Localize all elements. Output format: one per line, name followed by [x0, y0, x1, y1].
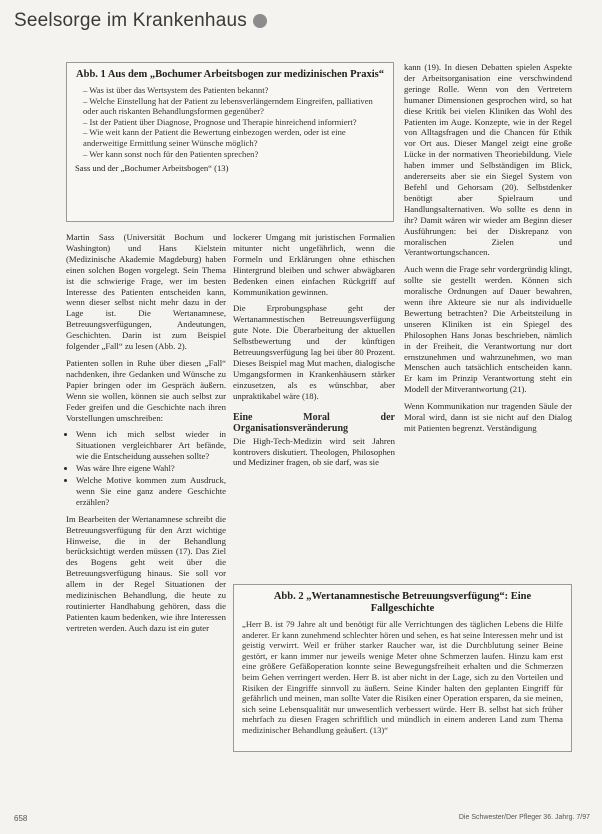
- section-bullet-icon: [253, 14, 267, 28]
- paragraph: Martin Sass (Universität Bochum und Washington) und Hans Kielstein (Medizinische Akademie Magdeburg) haben einen solchen Bogen vorgelegt. Sein Thema ist die schwierige Frage, wer im besten Interesse des Patienten entscheiden kann, wenn dieser selbst nicht mehr dazu in der Lage ist. Die Wertanamnese, Betreuungsverfügungen, Andeutungen, Geschichten. Darin ist zum Beispiel folgender „Fall“ zu lesen (Abb. 2).: [66, 232, 226, 352]
- figure-1-item: – Welche Einstellung hat der Patient zu lebensverlängerndem Eingreifen, palliativen oder auch riskanten Behandlungsformen gegenüber?: [83, 96, 385, 117]
- figure-box-2: [233, 584, 572, 752]
- question-item: • Was wäre Ihre eigene Wahl?: [76, 463, 226, 474]
- page-number: 658: [14, 814, 28, 823]
- paragraph: lockerer Umgang mit juristischen Formalien mitunter nicht ungefährlich, wenn die Formeln und Erklärungen ohne ethischen Hintergrund bleiben und schwer abwägbaren Bedenken einen einfachen Rückgriff auf Kommunikation gewinnen.: [233, 232, 395, 297]
- column-left: [66, 232, 226, 640]
- page-header: [14, 10, 267, 32]
- question-item: • Welche Motive kommen zum Ausdruck, wenn Sie eine ganz andere Geschichte erzählen?: [76, 475, 226, 508]
- figure-box-1: [66, 62, 394, 222]
- paragraph: Im Bearbeiten der Wertanamnese schreibt die Betreuungsverfügung für den Arzt wichtige Hinweise, die in der Behandlung berücksichtigt werden müssen (17). Das Ziel des Bogens geht weit über die Betreuungsverfügung hinaus. Sie soll vor allem in der Regel Situationen der medizinischen Behandlung, die heute zu routinierter Handhabung gehören, dass die Patienten kaum bedenken, wie ihre Interessen vertreten werden. Auch dazu ist ein guter: [66, 513, 226, 633]
- paragraph: kann (19). In diesen Debatten spielen Aspekte der Arbeitsorganisation eine verschwindend geringe Rolle. Wenn von den Vertretern humaner Dimensionen gesprochen wird, so hat diese Kritik bei vielen Kliniken das Wohl des Patienten im Auge. Konzepte, wie in der Regel von Alltagsfragen und die Chancen für Ethik vor Ort aus. Dieser Mangel zeigt eine große Lücke in der normativen Theoriebildung. Viele haben immer und Selbständigen im Blick, andererseits aber sie ein Siegel System von Befehl und Gehorsam (20). Selbstdenker benötigt aber Spielraum und Handlungsalternativen. Wo sollte es denn in ihr? Damit wären wir wieder am Beginn dieser Ausführungen: bei der Diskrepanz von moralischen Zielen und Verantwortungschancen.: [404, 62, 572, 258]
- question-item: • Wenn ich mich selbst wieder in Situationen vergleichbarer Art befände, wie die Entscheidung aussehen sollte?: [76, 429, 226, 462]
- figure-1-item: – Wer kann sonst noch für den Patienten sprechen?: [83, 149, 385, 160]
- figure-2-title: Abb. 2 „Wertanamnestische Betreuungsverfügung“: Eine Fallgeschichte: [273, 591, 532, 614]
- figure-2-text: „Herr B. ist 79 Jahre alt und benötigt für alle Verrichtungen des täglichen Lebens die Hilfe anderer. Er kann zunehmend schlechter hören und sehen, es hat seine Interessen mehr und ist geistig verwirrt. Weil er früher starker Raucher war, ist die Durchblutung seiner Beine gestört, er kann immer nur jeweils wenige Meter ohne Schmerzen laufen. Hinzu kam erst eine größere Gefäßoperation konnte seine Bewegungsfreiheit erhalten und die Schmerzen beim Gehen verringert werden. Herr B. ist aber nicht in der Lage, sich zu den Vorteilen und Risiken der Eingriffe sinnvoll zu äußern. Seine Kinder halten den geplanten Eingriff für gefährlich und meinen, man sollte Vater die Risiken einer Operation ersparen, da sie meinen, sich seine Lebensqualität nur unwesentlich verbessert würde. Herr B. selbst hat sich früher mehrfach zu diesen Fragen schriftlich und mündlich in einem anderen Land zum Thema medizinischer Behandlung geäußert. (13)“: [242, 619, 563, 735]
- paragraph: Auch wenn die Frage sehr vordergründig klingt, sollte sie gestellt werden. Können sich moralische Ordnungen auf Dauer bewahren, wenn ihre Akteure sie nur als individuelle Bewertung betrachten? Die Arbeitsteilung in unseren Kliniken ist ein Spiegel des Philosophen Hans Jonas beschrieben, nämlich in der Freiheit, die Verantwortung nur dort ernstzunehmen und wahrzunehmen, wo man Menschen auch tatsächlich entscheiden kann. Er kam im Prinzip Verantwortung steht ein Modell der Mitverantwortung (21).: [404, 264, 572, 395]
- figure-1-item: – Ist der Patient über Diagnose, Prognose und Therapie hinreichend informiert?: [83, 117, 385, 128]
- column-middle: [233, 232, 395, 474]
- section-title: Seelsorge im Krankenhaus: [14, 10, 247, 31]
- paragraph: Die Erprobungsphase geht der Wertanamnestischen Betreuungsverfügung gute Note. Die Überarbeitung der aktuellen Selbstbewertung und der künftigen Betreuungsverfügung lag bei über 80 Prozent. Dieses Beispiel mag Mut machen, dialogische Umgangsformen in Krankenhäusern stärker einzusetzen, als es wünschbar, aber unpraktikabel wäre (18).: [233, 303, 395, 401]
- figure-1-item: – Was ist über das Wertsystem des Patienten bekannt?: [83, 85, 385, 96]
- column-right: [404, 62, 572, 440]
- paragraph: Wenn Kommunikation nur tragenden Säule der Moral wird, dann ist sie nicht auf den Dialog mit Patienten begrenzt. Verständigung: [404, 401, 572, 433]
- journal-reference: Die Schwester/Der Pfleger 36. Jahrg. 7/97: [458, 814, 590, 821]
- subsection-heading: Eine Moral der Organisationsveränderung: [233, 411, 395, 434]
- paragraph: Die High-Tech-Medizin wird seit Jahren kontrovers diskutiert. Theologen, Philosophen und Mediziner fragen, ob sie darf, was sie: [233, 435, 395, 468]
- figure-1-title: Abb. 1 Aus dem „Bochumer Arbeitsbogen zur medizinischen Praxis“: [76, 69, 384, 80]
- question-list: [66, 429, 226, 507]
- figure-1-citation: Sass und der „Bochumer Arbeitsbogen“ (13): [75, 163, 229, 174]
- figure-1-list: [75, 85, 385, 159]
- paragraph: Patienten sollen in Ruhe über diesen „Fall“ nachdenken, ihre Gedanken und Wünsche zu Papier bringen oder im Gespräch äußern. Wenn sie wollen, können sie auch selbst zur Feder greifen und die Geschichte nach ihren Vorstellungen umschreiben:: [66, 357, 226, 423]
- figure-1-item: – Wie weit kann der Patient die Bewertung einbezogen werden, oder ist eine anderweitige Ermittlung seiner Wünsche möglich?: [83, 127, 385, 148]
